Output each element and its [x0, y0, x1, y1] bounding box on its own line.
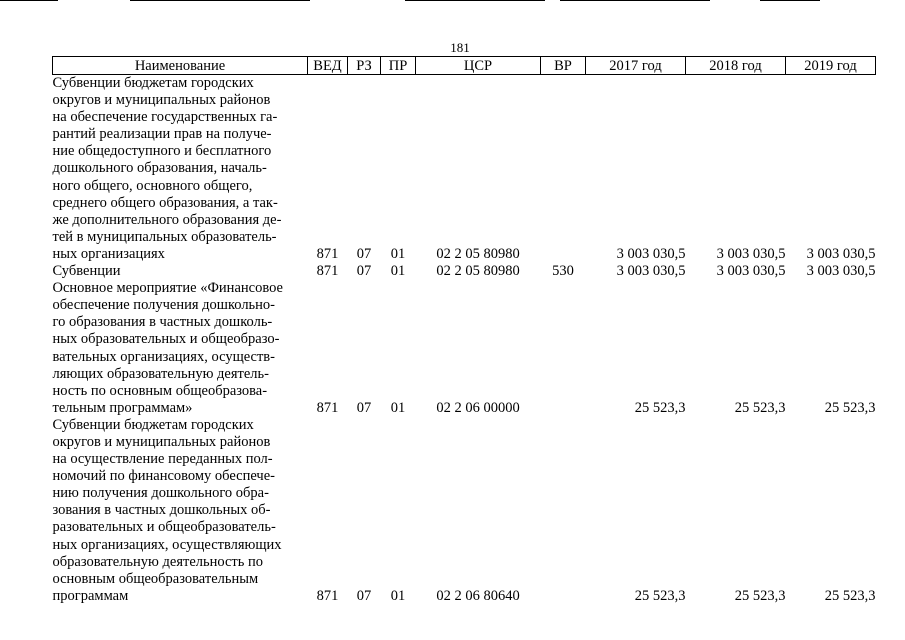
name-line: го образования в частных дошколь- [52, 314, 273, 331]
cell-2019: 25 523,3 [824, 399, 876, 416]
cell-rz: 07 [356, 263, 372, 280]
table-row [53, 75, 876, 264]
name-line: образовательную деятельность по [52, 553, 264, 570]
table-row [53, 417, 876, 605]
cell-vr [541, 417, 586, 605]
name-line: тей в муниципальных образователь- [52, 228, 277, 245]
cell-pr: 01 [390, 245, 406, 262]
cell-rz: 07 [356, 245, 372, 262]
name-line: разовательных и общеобразователь- [52, 519, 276, 536]
cell-rz: 07 [356, 399, 372, 416]
cell-ved: 871 [316, 263, 339, 280]
name-line: ных организациях, осуществляющих [52, 536, 282, 553]
name-line: ляющих образовательную деятель- [52, 365, 269, 382]
cell-2017: 3 003 030,5 [616, 245, 686, 262]
name-line: Субвенции [52, 263, 121, 280]
column-header-ved: ВЕД [308, 57, 348, 75]
name-line: основным общеобразовательным [52, 570, 259, 587]
cell-name [53, 263, 308, 280]
table-row [53, 280, 876, 417]
column-header-pr: ПР [381, 57, 416, 75]
cell-2017: 3 003 030,5 [616, 263, 686, 280]
table-row [53, 263, 876, 280]
cell-csr: 02 2 06 00000 [436, 399, 520, 416]
budget-table [52, 56, 876, 605]
name-line: рантий реализации прав на получе- [52, 126, 272, 143]
cell-name [53, 75, 308, 264]
cell-2018: 25 523,3 [734, 399, 786, 416]
cell-pr: 01 [390, 399, 406, 416]
cell-ved: 871 [316, 587, 339, 604]
cell-2019: 3 003 030,5 [806, 263, 876, 280]
name-line: округов и муниципальных районов [52, 433, 271, 450]
cell-rz: 07 [356, 587, 372, 604]
table-body [53, 75, 876, 605]
name-line: среднего общего образования, а так- [52, 194, 278, 211]
cell-2019: 3 003 030,5 [806, 245, 876, 262]
cell-ved: 871 [316, 245, 339, 262]
name-line: тельным программам» [52, 399, 193, 416]
table-header-row [53, 57, 876, 75]
cell-vr [541, 280, 586, 417]
column-header-name: Наименование [53, 57, 308, 75]
cell-csr: 02 2 05 80980 [436, 245, 520, 262]
cell-2017: 25 523,3 [634, 587, 686, 604]
column-header-2019: 2019 год [786, 57, 876, 75]
name-line: программам [52, 587, 129, 604]
cell-pr: 01 [390, 263, 406, 280]
cell-2018: 25 523,3 [734, 587, 786, 604]
name-line: зования в частных дошкольных об- [52, 502, 271, 519]
name-line: на осуществление переданных пол- [52, 451, 273, 468]
name-line: ность по основным общеобразова- [52, 382, 268, 399]
cell-pr: 01 [390, 587, 406, 604]
name-line: нию получения дошкольного обра- [52, 485, 269, 502]
page-top-edge [0, 0, 905, 4]
name-line: Основное мероприятие «Финансовое [52, 280, 283, 297]
cell-ved: 871 [316, 399, 339, 416]
cell-2019: 25 523,3 [824, 587, 876, 604]
column-header-rz: РЗ [348, 57, 381, 75]
page-number: 181 [450, 40, 470, 55]
name-line: обеспечение получения дошкольно- [52, 297, 276, 314]
name-line: Субвенции бюджетам городских [52, 416, 254, 433]
cell-name [53, 417, 308, 605]
cell-csr: 02 2 06 80640 [436, 587, 520, 604]
column-header-csr: ЦСР [416, 57, 541, 75]
column-header-2017: 2017 год [586, 57, 686, 75]
cell-name [53, 280, 308, 417]
name-line: Субвенции бюджетам городских [52, 75, 254, 91]
cell-2018: 3 003 030,5 [716, 245, 786, 262]
name-line: дошкольного образования, началь- [52, 160, 267, 177]
name-line: вательных организациях, осуществ- [52, 348, 275, 365]
name-line: ных образовательных и общеобразо- [52, 331, 280, 348]
name-line: же дополнительного образования де- [52, 211, 282, 228]
name-line: ние общедоступного и бесплатного [52, 143, 272, 160]
name-line: номочий по финансовому обеспече- [52, 468, 275, 485]
cell-csr: 02 2 05 80980 [436, 263, 520, 280]
cell-2017: 25 523,3 [634, 399, 686, 416]
name-line: округов и муниципальных районов [52, 92, 271, 109]
cell-vr: 530 [552, 263, 574, 280]
name-line: ных организациях [52, 245, 165, 262]
column-header-2018: 2018 год [686, 57, 786, 75]
cell-2018: 3 003 030,5 [716, 263, 786, 280]
column-header-vr: ВР [541, 57, 586, 75]
cell-vr [541, 75, 586, 264]
name-line: ного общего, основного общего, [52, 177, 253, 194]
name-line: на обеспечение государственных га- [52, 109, 278, 126]
